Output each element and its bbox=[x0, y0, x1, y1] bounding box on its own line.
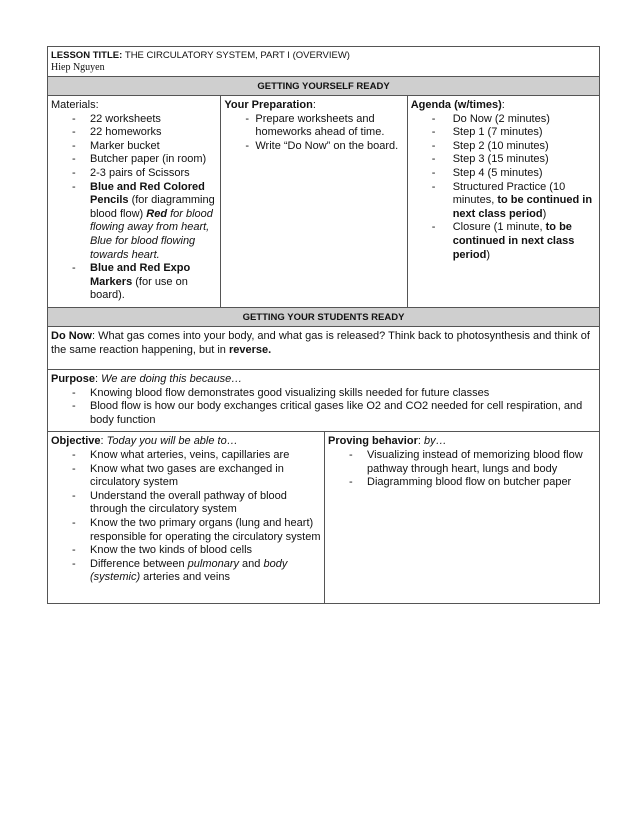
list-item: - Blue and Red Expo Markers (for use on board). bbox=[51, 262, 217, 303]
list-item: - Understand the overall pathway of blood through the circulatory system bbox=[51, 490, 321, 517]
agenda-list bbox=[411, 113, 596, 263]
purpose-heading: Purpose: We are doing this because… bbox=[51, 373, 243, 386]
list-item: - Prepare worksheets and homeworks ahead of time. bbox=[224, 113, 403, 140]
list-item: - Closure (1 minute, to be continued in next class period) bbox=[411, 221, 596, 262]
agenda-column bbox=[407, 96, 599, 307]
objective-heading: Objective: Today you will be able to… bbox=[51, 435, 238, 448]
materials-prep-agenda-row bbox=[47, 96, 600, 308]
lesson-title-label: LESSON TITLE: bbox=[51, 50, 123, 61]
list-item: - Step 2 (10 minutes) bbox=[411, 140, 596, 154]
list-item: - 2-3 pairs of Scissors bbox=[51, 167, 217, 181]
list-item: - Step 3 (15 minutes) bbox=[411, 153, 596, 167]
list-item: - Know the two kinds of blood cells bbox=[51, 544, 321, 558]
list-item: - Blue and Red Colored Pencils (for diagramming blood flow) Red for blood flowing away from heart, Blue for blood flowing towards heart. bbox=[51, 181, 217, 263]
proving-column bbox=[324, 432, 599, 603]
list-item: - Knowing blood flow demonstrates good visualizing skills needed for future classes bbox=[51, 387, 596, 401]
agenda-heading: Agenda (w/times): bbox=[410, 99, 505, 111]
list-item: - Visualizing instead of memorizing blood flow pathway through heart, lungs and body bbox=[328, 449, 596, 476]
list-item: - 22 homeworks bbox=[51, 126, 217, 140]
purpose-list bbox=[51, 387, 596, 428]
materials-list bbox=[51, 113, 217, 303]
section-heading-students: GETTING YOUR STUDENTS READY bbox=[47, 308, 600, 327]
list-item: - Structured Practice (10 minutes, to be continued in next class period) bbox=[411, 181, 596, 222]
list-item: - Know what two gases are exchanged in circulatory system bbox=[51, 463, 321, 490]
list-item: - Know what arteries, veins, capillaries are bbox=[51, 449, 321, 463]
list-item: - Marker bucket bbox=[51, 140, 217, 154]
lesson-plan-table bbox=[47, 46, 600, 604]
lesson-title-text: THE CIRCULATORY SYSTEM, PART I (OVERVIEW) bbox=[124, 50, 350, 61]
preparation-column bbox=[220, 96, 406, 307]
title-row bbox=[47, 46, 600, 77]
preparation-heading: Your Preparation: bbox=[224, 99, 316, 111]
do-now-block bbox=[47, 327, 600, 370]
objective-list bbox=[51, 449, 321, 585]
list-item: - Write “Do Now” on the board. bbox=[224, 140, 403, 154]
materials-column bbox=[48, 96, 220, 307]
list-item: - Step 4 (5 minutes) bbox=[411, 167, 596, 181]
do-now-label: Do Now bbox=[51, 329, 92, 342]
materials-heading: Materials: bbox=[51, 99, 99, 111]
list-item: - Know the two primary organs (lung and heart) responsible for operating the circulatory system bbox=[51, 517, 321, 544]
proving-list bbox=[328, 449, 596, 490]
list-item: - Blood flow is how our body exchanges critical gases like O2 and CO2 needed for cell respiration, and body function bbox=[51, 400, 596, 427]
list-item: - Difference between pulmonary and body (systemic) arteries and veins bbox=[51, 558, 321, 585]
lesson-title bbox=[51, 50, 596, 61]
author-name: Hiep Nguyen bbox=[51, 62, 105, 73]
objective-proving-row bbox=[47, 432, 600, 604]
section-heading-yourself: GETTING YOURSELF READY bbox=[47, 77, 600, 96]
preparation-list bbox=[224, 113, 403, 154]
list-item: - 22 worksheets bbox=[51, 113, 217, 127]
list-item: - Do Now (2 minutes) bbox=[411, 113, 596, 127]
list-item: - Step 1 (7 minutes) bbox=[411, 126, 596, 140]
proving-heading: Proving behavior: by… bbox=[328, 435, 447, 448]
do-now-emphasis: reverse. bbox=[228, 343, 272, 356]
do-now-text: : What gas comes into your body, and what gas is released? Think back to photosynthesis and think of the same reaction happening, but in bbox=[51, 329, 590, 356]
objective-column bbox=[48, 432, 324, 603]
list-item: - Butcher paper (in room) bbox=[51, 153, 217, 167]
purpose-block bbox=[47, 370, 600, 432]
list-item: - Diagramming blood flow on butcher paper bbox=[328, 476, 596, 490]
